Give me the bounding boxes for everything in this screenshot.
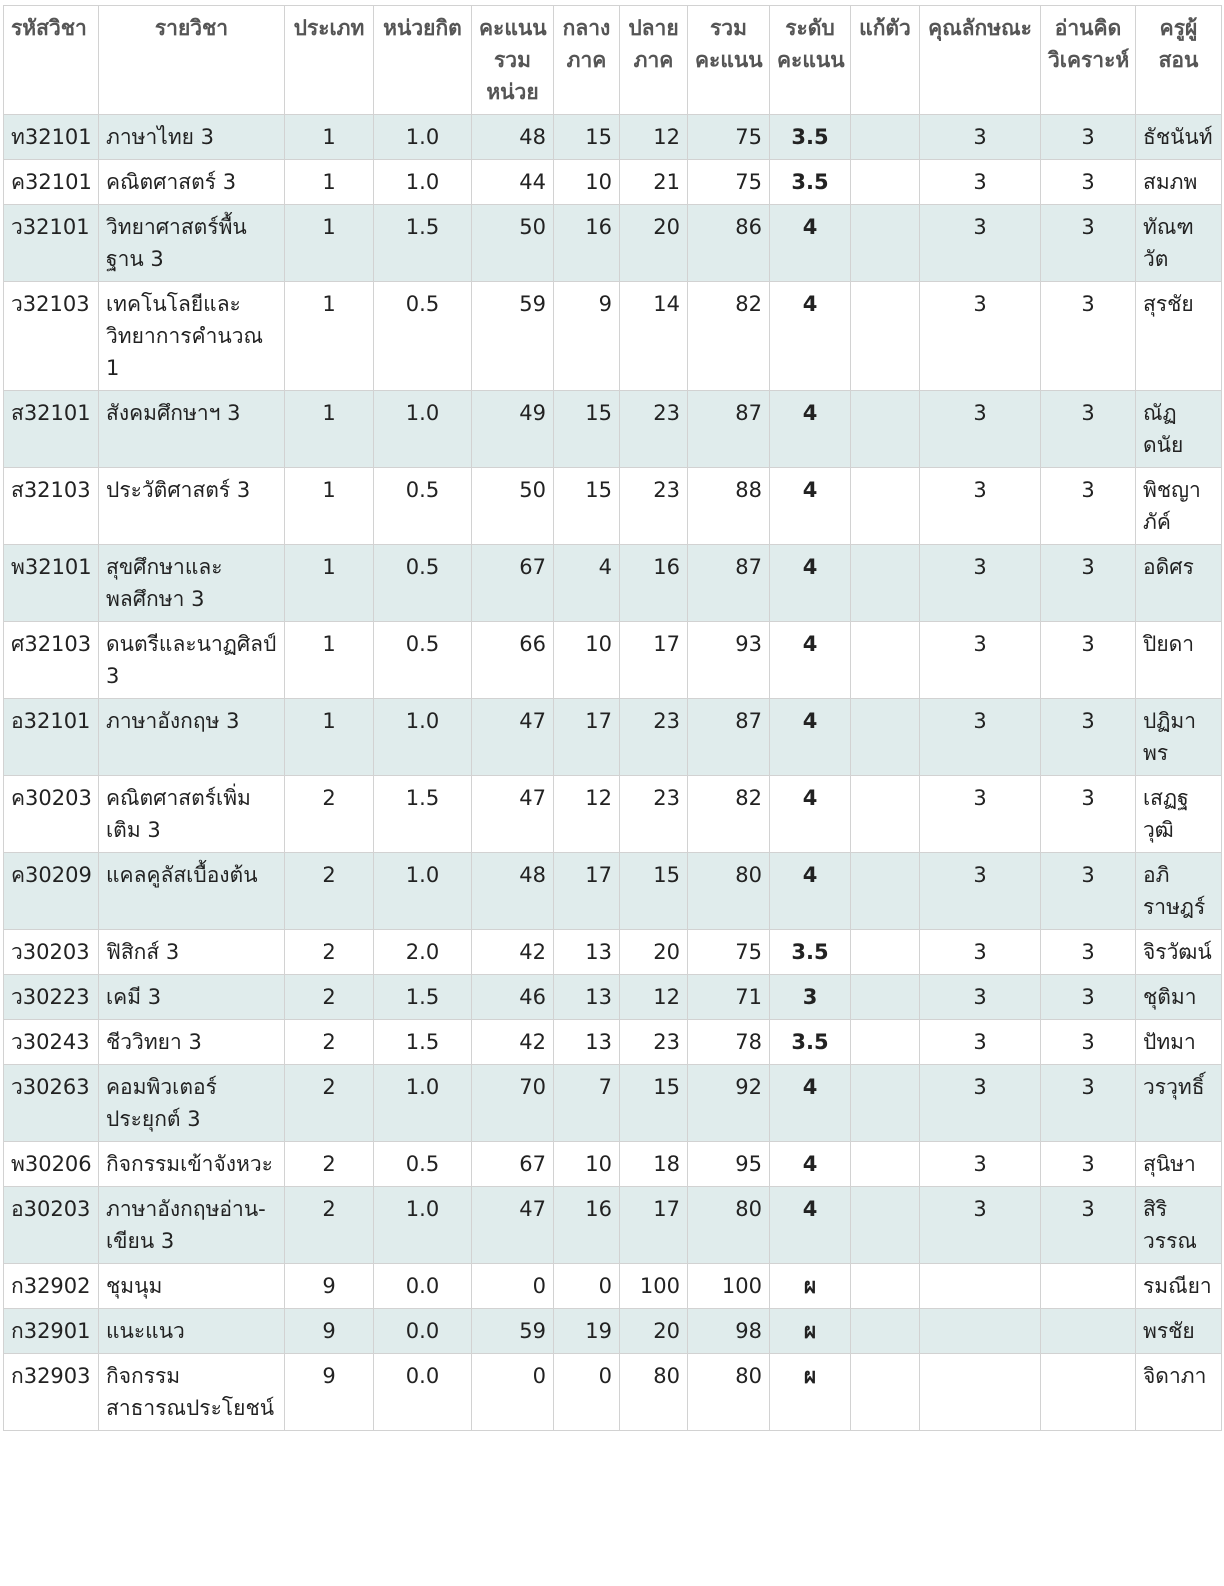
cell-unit-score: 50: [472, 205, 554, 282]
cell-type: 2: [285, 1142, 374, 1187]
cell-grade: 3.5: [770, 1020, 851, 1065]
cell-grade: 4: [770, 776, 851, 853]
cell-teacher: ทัณฑวัต: [1136, 205, 1222, 282]
cell-unit-score: 47: [472, 699, 554, 776]
cell-code: ว32101: [4, 205, 99, 282]
cell-reading: 3: [1041, 1187, 1136, 1264]
cell-code: พ32101: [4, 545, 99, 622]
col-header-retake: แก้ตัว: [851, 6, 920, 115]
cell-grade: 4: [770, 545, 851, 622]
cell-retake: [851, 391, 920, 468]
cell-total: 87: [688, 391, 770, 468]
cell-subject-name: ฟิสิกส์ 3: [99, 930, 285, 975]
table-row: [4, 1187, 1222, 1264]
cell-unit-score: 42: [472, 930, 554, 975]
cell-code: ว30203: [4, 930, 99, 975]
cell-subject-name: แคลคูลัสเบื้องต้น: [99, 853, 285, 930]
cell-grade: 4: [770, 1187, 851, 1264]
cell-subject-name: ภาษาอังกฤษ 3: [99, 699, 285, 776]
cell-credit: 2.0: [374, 930, 472, 975]
col-header-teacher: ครูผู้สอน: [1136, 6, 1222, 115]
table-row: [4, 930, 1222, 975]
cell-midterm: 16: [554, 205, 620, 282]
cell-grade: 3.5: [770, 160, 851, 205]
cell-subject-name: คณิตศาสตร์เพิ่มเติม 3: [99, 776, 285, 853]
cell-total: 87: [688, 545, 770, 622]
cell-credit: 1.5: [374, 1020, 472, 1065]
cell-attribute: 3: [920, 699, 1041, 776]
cell-reading: 3: [1041, 699, 1136, 776]
cell-unit-score: 50: [472, 468, 554, 545]
cell-unit-score: 47: [472, 1187, 554, 1264]
cell-final: 16: [620, 545, 688, 622]
cell-unit-score: 44: [472, 160, 554, 205]
cell-subject-name: ชีววิทยา 3: [99, 1020, 285, 1065]
cell-code: พ30206: [4, 1142, 99, 1187]
cell-unit-score: 0: [472, 1264, 554, 1309]
cell-subject-name: ประวัติศาสตร์ 3: [99, 468, 285, 545]
cell-final: 15: [620, 1065, 688, 1142]
cell-final: 100: [620, 1264, 688, 1309]
cell-midterm: 15: [554, 391, 620, 468]
cell-credit: 0.5: [374, 282, 472, 391]
cell-attribute: 3: [920, 160, 1041, 205]
cell-grade: 3: [770, 975, 851, 1020]
cell-code: ส32101: [4, 391, 99, 468]
cell-unit-score: 48: [472, 115, 554, 160]
cell-retake: [851, 975, 920, 1020]
cell-reading: 3: [1041, 622, 1136, 699]
cell-grade: 3.5: [770, 930, 851, 975]
cell-credit: 1.5: [374, 776, 472, 853]
cell-retake: [851, 545, 920, 622]
cell-total: 95: [688, 1142, 770, 1187]
cell-code: ก32902: [4, 1264, 99, 1309]
cell-total: 88: [688, 468, 770, 545]
cell-attribute: 3: [920, 975, 1041, 1020]
cell-subject-name: สังคมศึกษาฯ 3: [99, 391, 285, 468]
cell-final: 17: [620, 1187, 688, 1264]
grades-table: [3, 5, 1222, 1431]
cell-retake: [851, 1065, 920, 1142]
cell-unit-score: 0: [472, 1354, 554, 1431]
cell-type: 1: [285, 160, 374, 205]
cell-attribute: 3: [920, 545, 1041, 622]
cell-total: 80: [688, 1187, 770, 1264]
cell-total: 86: [688, 205, 770, 282]
cell-reading: 3: [1041, 776, 1136, 853]
cell-reading: 3: [1041, 1142, 1136, 1187]
cell-final: 17: [620, 622, 688, 699]
cell-teacher: จิรวัฒน์: [1136, 930, 1222, 975]
table-row: [4, 545, 1222, 622]
cell-type: 1: [285, 699, 374, 776]
cell-subject-name: แนะแนว: [99, 1309, 285, 1354]
cell-code: ส32103: [4, 468, 99, 545]
table-row: [4, 282, 1222, 391]
cell-type: 2: [285, 1187, 374, 1264]
cell-unit-score: 42: [472, 1020, 554, 1065]
cell-credit: 1.0: [374, 1065, 472, 1142]
table-row: [4, 115, 1222, 160]
cell-retake: [851, 1354, 920, 1431]
cell-subject-name: คอมพิวเตอร์ประยุกต์ 3: [99, 1065, 285, 1142]
cell-unit-score: 67: [472, 1142, 554, 1187]
cell-midterm: 16: [554, 1187, 620, 1264]
cell-reading: 3: [1041, 853, 1136, 930]
cell-credit: 0.5: [374, 545, 472, 622]
cell-subject-name: คณิตศาสตร์ 3: [99, 160, 285, 205]
col-header-grade: ระดับคะแนน: [770, 6, 851, 115]
cell-code: อ30203: [4, 1187, 99, 1264]
cell-type: 1: [285, 622, 374, 699]
cell-reading: 3: [1041, 115, 1136, 160]
cell-reading: 3: [1041, 545, 1136, 622]
cell-type: 9: [285, 1309, 374, 1354]
cell-midterm: 15: [554, 468, 620, 545]
cell-credit: 1.0: [374, 160, 472, 205]
col-header-reading: อ่านคิดวิเคราะห์: [1041, 6, 1136, 115]
cell-teacher: สุนิษา: [1136, 1142, 1222, 1187]
cell-code: ค32101: [4, 160, 99, 205]
cell-credit: 0.0: [374, 1264, 472, 1309]
cell-retake: [851, 468, 920, 545]
cell-midterm: 17: [554, 699, 620, 776]
cell-teacher: อดิศร: [1136, 545, 1222, 622]
cell-teacher: วรวุทธิ์: [1136, 1065, 1222, 1142]
cell-type: 2: [285, 1065, 374, 1142]
cell-grade: 4: [770, 622, 851, 699]
table-row: [4, 776, 1222, 853]
cell-type: 1: [285, 282, 374, 391]
cell-teacher: ณัฏดนัย: [1136, 391, 1222, 468]
cell-credit: 0.5: [374, 468, 472, 545]
cell-final: 21: [620, 160, 688, 205]
cell-retake: [851, 205, 920, 282]
cell-grade: ผ: [770, 1309, 851, 1354]
cell-grade: 4: [770, 391, 851, 468]
cell-final: 23: [620, 391, 688, 468]
cell-grade: 3.5: [770, 115, 851, 160]
cell-type: 2: [285, 930, 374, 975]
table-row: [4, 205, 1222, 282]
cell-code: ค30209: [4, 853, 99, 930]
cell-type: 1: [285, 205, 374, 282]
cell-attribute: [920, 1264, 1041, 1309]
cell-midterm: 13: [554, 1020, 620, 1065]
cell-unit-score: 49: [472, 391, 554, 468]
col-header-total: รวมคะแนน: [688, 6, 770, 115]
cell-grade: 4: [770, 282, 851, 391]
cell-total: 75: [688, 115, 770, 160]
cell-code: ศ32103: [4, 622, 99, 699]
cell-midterm: 17: [554, 853, 620, 930]
table-row: [4, 622, 1222, 699]
cell-attribute: [920, 1354, 1041, 1431]
cell-total: 71: [688, 975, 770, 1020]
cell-retake: [851, 282, 920, 391]
cell-grade: ผ: [770, 1264, 851, 1309]
cell-retake: [851, 930, 920, 975]
cell-code: ก32903: [4, 1354, 99, 1431]
cell-midterm: 9: [554, 282, 620, 391]
cell-final: 20: [620, 1309, 688, 1354]
cell-final: 23: [620, 699, 688, 776]
cell-total: 100: [688, 1264, 770, 1309]
cell-reading: 3: [1041, 468, 1136, 545]
col-header-name: รายวิชา: [99, 6, 285, 115]
cell-final: 23: [620, 1020, 688, 1065]
cell-attribute: 3: [920, 282, 1041, 391]
cell-code: อ32101: [4, 699, 99, 776]
cell-subject-name: ชุมนุม: [99, 1264, 285, 1309]
cell-subject-name: กิจกรรมเข้าจังหวะ: [99, 1142, 285, 1187]
cell-type: 2: [285, 776, 374, 853]
cell-credit: 1.0: [374, 699, 472, 776]
cell-subject-name: เคมี 3: [99, 975, 285, 1020]
cell-attribute: 3: [920, 930, 1041, 975]
cell-unit-score: 59: [472, 282, 554, 391]
cell-grade: 4: [770, 205, 851, 282]
cell-reading: [1041, 1264, 1136, 1309]
cell-retake: [851, 1309, 920, 1354]
cell-subject-name: ดนตรีและนาฏศิลป์ 3: [99, 622, 285, 699]
cell-teacher: อภิราษฎร์: [1136, 853, 1222, 930]
cell-total: 80: [688, 1354, 770, 1431]
cell-subject-name: กิจกรรมสาธารณประโยชน์: [99, 1354, 285, 1431]
cell-retake: [851, 1264, 920, 1309]
cell-reading: 3: [1041, 1020, 1136, 1065]
table-row: [4, 1264, 1222, 1309]
table-row: [4, 160, 1222, 205]
cell-subject-name: สุขศึกษาและพลศึกษา 3: [99, 545, 285, 622]
cell-type: 1: [285, 468, 374, 545]
cell-type: 9: [285, 1354, 374, 1431]
cell-final: 23: [620, 776, 688, 853]
table-row: [4, 1354, 1222, 1431]
cell-midterm: 13: [554, 930, 620, 975]
cell-retake: [851, 776, 920, 853]
table-row: [4, 1020, 1222, 1065]
cell-reading: 3: [1041, 160, 1136, 205]
cell-midterm: 19: [554, 1309, 620, 1354]
cell-unit-score: 47: [472, 776, 554, 853]
cell-unit-score: 46: [472, 975, 554, 1020]
table-row: [4, 1065, 1222, 1142]
cell-grade: 4: [770, 1142, 851, 1187]
cell-final: 12: [620, 975, 688, 1020]
cell-final: 14: [620, 282, 688, 391]
cell-code: ก32901: [4, 1309, 99, 1354]
cell-total: 78: [688, 1020, 770, 1065]
cell-retake: [851, 622, 920, 699]
cell-credit: 1.5: [374, 205, 472, 282]
cell-code: ว32103: [4, 282, 99, 391]
cell-teacher: สุรชัย: [1136, 282, 1222, 391]
cell-type: 2: [285, 853, 374, 930]
cell-attribute: 3: [920, 1187, 1041, 1264]
cell-final: 15: [620, 853, 688, 930]
cell-credit: 0.5: [374, 1142, 472, 1187]
cell-subject-name: เทคโนโลยีและวิทยาการคำนวณ 1: [99, 282, 285, 391]
cell-type: 2: [285, 1020, 374, 1065]
cell-midterm: 0: [554, 1354, 620, 1431]
cell-final: 18: [620, 1142, 688, 1187]
cell-attribute: 3: [920, 205, 1041, 282]
cell-final: 80: [620, 1354, 688, 1431]
cell-reading: [1041, 1354, 1136, 1431]
cell-midterm: 12: [554, 776, 620, 853]
cell-midterm: 13: [554, 975, 620, 1020]
col-header-midterm: กลางภาค: [554, 6, 620, 115]
cell-code: ว30263: [4, 1065, 99, 1142]
cell-type: 1: [285, 545, 374, 622]
cell-credit: 1.0: [374, 853, 472, 930]
cell-teacher: สิริวรรณ: [1136, 1187, 1222, 1264]
cell-total: 75: [688, 930, 770, 975]
cell-teacher: พิชญาภัค์: [1136, 468, 1222, 545]
cell-grade: 4: [770, 853, 851, 930]
cell-midterm: 10: [554, 160, 620, 205]
cell-attribute: 3: [920, 115, 1041, 160]
cell-final: 23: [620, 468, 688, 545]
table-row: [4, 391, 1222, 468]
cell-code: ว30223: [4, 975, 99, 1020]
table-row: [4, 975, 1222, 1020]
cell-unit-score: 48: [472, 853, 554, 930]
table-row: [4, 1142, 1222, 1187]
cell-total: 93: [688, 622, 770, 699]
cell-reading: 3: [1041, 975, 1136, 1020]
cell-unit-score: 67: [472, 545, 554, 622]
cell-credit: 1.0: [374, 1187, 472, 1264]
cell-total: 87: [688, 699, 770, 776]
col-header-type: ประเภท: [285, 6, 374, 115]
cell-teacher: ปัทมา: [1136, 1020, 1222, 1065]
header-row: [4, 6, 1222, 115]
cell-total: 75: [688, 160, 770, 205]
cell-final: 12: [620, 115, 688, 160]
cell-code: ค30203: [4, 776, 99, 853]
cell-credit: 1.0: [374, 115, 472, 160]
cell-attribute: 3: [920, 468, 1041, 545]
cell-final: 20: [620, 930, 688, 975]
col-header-code: รหัสวิชา: [4, 6, 99, 115]
cell-credit: 0.5: [374, 622, 472, 699]
cell-attribute: 3: [920, 853, 1041, 930]
table-row: [4, 1309, 1222, 1354]
cell-unit-score: 66: [472, 622, 554, 699]
cell-retake: [851, 115, 920, 160]
cell-reading: [1041, 1309, 1136, 1354]
cell-teacher: ปฏิมาพร: [1136, 699, 1222, 776]
cell-subject-name: ภาษาอังกฤษอ่าน-เขียน 3: [99, 1187, 285, 1264]
cell-midterm: 7: [554, 1065, 620, 1142]
cell-midterm: 4: [554, 545, 620, 622]
cell-reading: 3: [1041, 205, 1136, 282]
cell-type: 1: [285, 115, 374, 160]
cell-retake: [851, 699, 920, 776]
cell-final: 20: [620, 205, 688, 282]
cell-midterm: 10: [554, 1142, 620, 1187]
cell-credit: 1.5: [374, 975, 472, 1020]
cell-reading: 3: [1041, 282, 1136, 391]
cell-midterm: 0: [554, 1264, 620, 1309]
cell-teacher: ธัชนันท์: [1136, 115, 1222, 160]
cell-retake: [851, 160, 920, 205]
col-header-unit-score: คะแนนรวมหน่วย: [472, 6, 554, 115]
cell-subject-name: วิทยาศาสตร์พื้นฐาน 3: [99, 205, 285, 282]
cell-subject-name: ภาษาไทย 3: [99, 115, 285, 160]
col-header-final: ปลายภาค: [620, 6, 688, 115]
cell-retake: [851, 853, 920, 930]
cell-type: 2: [285, 975, 374, 1020]
cell-credit: 0.0: [374, 1354, 472, 1431]
cell-total: 98: [688, 1309, 770, 1354]
cell-attribute: 3: [920, 1142, 1041, 1187]
table-row: [4, 468, 1222, 545]
cell-midterm: 10: [554, 622, 620, 699]
cell-grade: ผ: [770, 1354, 851, 1431]
cell-reading: 3: [1041, 1065, 1136, 1142]
cell-type: 9: [285, 1264, 374, 1309]
cell-retake: [851, 1187, 920, 1264]
cell-retake: [851, 1142, 920, 1187]
cell-total: 82: [688, 282, 770, 391]
cell-teacher: จิดาภา: [1136, 1354, 1222, 1431]
cell-teacher: พรชัย: [1136, 1309, 1222, 1354]
cell-attribute: [920, 1309, 1041, 1354]
cell-midterm: 15: [554, 115, 620, 160]
cell-type: 1: [285, 391, 374, 468]
cell-code: ว30243: [4, 1020, 99, 1065]
cell-attribute: 3: [920, 776, 1041, 853]
cell-attribute: 3: [920, 622, 1041, 699]
cell-grade: 4: [770, 468, 851, 545]
cell-teacher: ชุติมา: [1136, 975, 1222, 1020]
cell-teacher: ปิยดา: [1136, 622, 1222, 699]
cell-attribute: 3: [920, 1020, 1041, 1065]
cell-credit: 1.0: [374, 391, 472, 468]
table-row: [4, 853, 1222, 930]
cell-teacher: รมณียา: [1136, 1264, 1222, 1309]
cell-teacher: เสฏฐวุฒิ: [1136, 776, 1222, 853]
cell-unit-score: 70: [472, 1065, 554, 1142]
cell-grade: 4: [770, 1065, 851, 1142]
cell-teacher: สมภพ: [1136, 160, 1222, 205]
cell-reading: 3: [1041, 391, 1136, 468]
col-header-credit: หน่วยกิต: [374, 6, 472, 115]
cell-reading: 3: [1041, 930, 1136, 975]
table-row: [4, 699, 1222, 776]
cell-total: 80: [688, 853, 770, 930]
cell-unit-score: 59: [472, 1309, 554, 1354]
col-header-attribute: คุณลักษณะ: [920, 6, 1041, 115]
cell-total: 82: [688, 776, 770, 853]
cell-credit: 0.0: [374, 1309, 472, 1354]
cell-total: 92: [688, 1065, 770, 1142]
cell-code: ท32101: [4, 115, 99, 160]
cell-retake: [851, 1020, 920, 1065]
cell-grade: 4: [770, 699, 851, 776]
cell-attribute: 3: [920, 391, 1041, 468]
cell-attribute: 3: [920, 1065, 1041, 1142]
table-body: [4, 115, 1222, 1431]
